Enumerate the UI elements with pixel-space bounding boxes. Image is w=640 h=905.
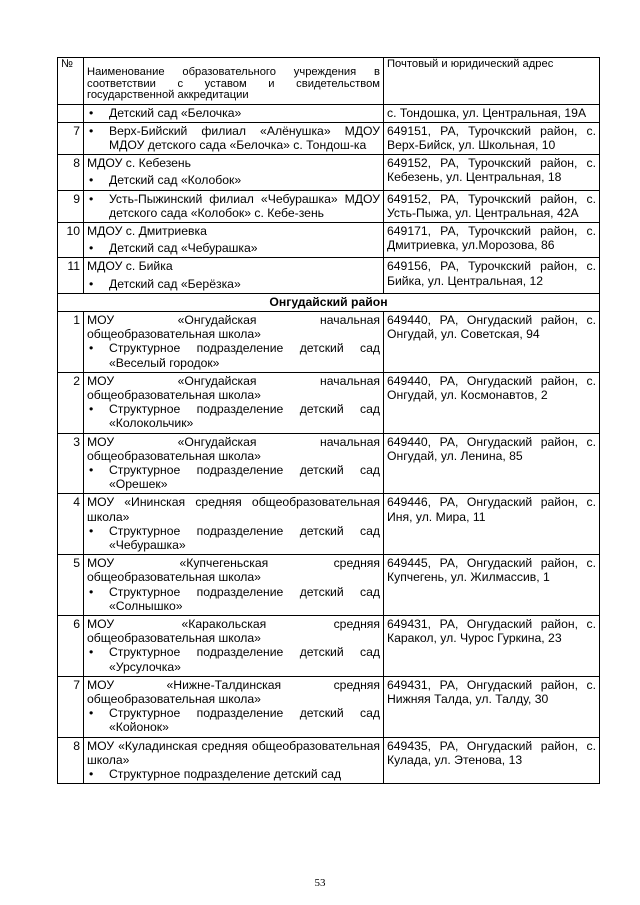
row-number: 3 (58, 433, 84, 494)
table-row (58, 737, 600, 784)
organization-name: МОУ «Каракольская средняя общеобразовательная школа» (87, 617, 380, 646)
bullet-item: • Структурное подразделение детский сад «Орешек» (87, 463, 380, 491)
organization-name: МОУ «Ининская средняя общеобразовательная школа» (87, 495, 380, 524)
table-row (58, 555, 600, 616)
row-number: 10 (58, 222, 84, 257)
institutions-table-body (58, 58, 600, 784)
table-row (58, 676, 600, 737)
row-number: 5 (58, 555, 84, 616)
row-number: 4 (58, 494, 84, 555)
organization-name: МДОУ с. Дмитриевка (87, 223, 207, 238)
section-row (58, 293, 600, 311)
institution-cell (84, 433, 384, 494)
header-address: Почтовый и юридический адрес (384, 58, 600, 105)
address-cell: 649440, РА, Онгудаский район, с. Онгудай, ул. Космонавтов, 2 (384, 372, 600, 433)
institution-cell (84, 555, 384, 616)
institution-cell (84, 258, 384, 293)
address-cell: 649171, РА, Турочкский район, с. Дмитриевка, ул.Морозова, 86 (384, 222, 600, 257)
section-title: Онгудайский район (58, 293, 600, 311)
institutions-table (57, 57, 600, 784)
institution-cell (84, 737, 384, 784)
table-row (58, 494, 600, 555)
institution-cell (84, 616, 384, 677)
row-number (58, 104, 84, 122)
organization-name: МОУ «Куладинская средняя общеобразовательная школа» (87, 738, 380, 767)
organization-name: МОУ «Онгудайская начальная общеобразовательная школа» (87, 434, 380, 463)
address-cell: с. Тондошка, ул. Центральная, 19А (384, 104, 600, 122)
institution-cell (84, 372, 384, 433)
address-cell: 649151, РА, Турочкский район, с. Верх-Бийск, ул. Школьная, 10 (384, 122, 600, 154)
address-cell: 649440, РА, Онгудаский район, с. Онгудай, ул. Советская, 94 (384, 311, 600, 372)
bullet-item: • Структурное подразделение детский сад «Веселый городок» (87, 341, 380, 369)
address-cell: 649446, РА, Онгудаский район, с. Иня, ул. Мира, 11 (384, 494, 600, 555)
row-number: 8 (58, 155, 84, 190)
bullet-item: • Детский сад «Белочка» (87, 106, 380, 120)
table-row (58, 311, 600, 372)
bullet-item: • Структурное подразделение детский сад «Колокольчик» (87, 402, 380, 430)
bullet-item: • Структурное подразделение детский сад «Урсулочка» (87, 645, 380, 673)
address-cell: 649152, РА, Турочкский район, с. Кебезень, ул. Центральная, 18 (384, 155, 600, 190)
bullet-item: • Структурное подразделение детский сад «Койонок» (87, 706, 380, 734)
bullet-item: • Верх-Бийский филиал «Алёнушка» МДОУ МДОУ детского сада «Белочка» с. Тондош-ка (87, 124, 380, 152)
row-number: 7 (58, 676, 84, 737)
institution-cell (84, 494, 384, 555)
table-row (58, 616, 600, 677)
bullet-item: • Структурное подразделение детский сад «Чебурашка» (87, 524, 380, 552)
bullet-item: • Структурное подразделение детский сад (87, 767, 380, 781)
bullet-item: • Детский сад «Колобок» (87, 173, 380, 187)
row-number: 6 (58, 616, 84, 677)
bullet-item: • Детский сад «Чебурашка» (87, 241, 380, 255)
institution-cell (84, 104, 384, 122)
table-header-row (58, 58, 600, 105)
organization-name: МДОУ с. Бийка (87, 259, 173, 274)
table-row (58, 258, 600, 293)
address-cell: 649152, РА, Турочкский район, с. Усть-Пыжа, ул. Центральная, 42А (384, 190, 600, 222)
institution-cell (84, 676, 384, 737)
table-row (58, 433, 600, 494)
table-row (58, 155, 600, 190)
row-number: 8 (58, 737, 84, 784)
table-row (58, 372, 600, 433)
organization-name: МОУ «Нижне-Талдинская средняя общеобразовательная школа» (87, 677, 380, 707)
organization-name: МОУ «Онгудайская начальная общеобразовательная школа» (87, 373, 380, 402)
address-cell: 649445, РА, Онгудаский район, с. Купчегень, ул. Жилмассив, 1 (384, 555, 600, 616)
row-number: 9 (58, 190, 84, 222)
address-cell: 649435, РА, Онгудаский район, с. Кулада, ул. Этенова, 13 (384, 737, 600, 784)
institution-cell (84, 190, 384, 222)
address-cell: 649440, РА, Онгудаский район, с. Онгудай, ул. Ленина, 85 (384, 433, 600, 494)
header-institution-name: Наименование образовательного учреждения в соответствии с уставом и свидетельством государственной аккредитации (84, 58, 384, 105)
row-number: 2 (58, 372, 84, 433)
table-row (58, 190, 600, 222)
bullet-item: • Структурное подразделение детский сад «Солнышко» (87, 585, 380, 613)
address-cell: 649156, РА, Турочкский район, с. Бийка, ул. Центральная, 12 (384, 258, 600, 293)
row-number: 1 (58, 311, 84, 372)
institution-cell (84, 122, 384, 154)
institution-cell (84, 222, 384, 257)
row-number: 7 (58, 122, 84, 154)
table-row (58, 104, 600, 122)
table-row (58, 122, 600, 154)
page-number: 53 (314, 877, 326, 889)
address-cell: 649431, РА, Онгудаский район, с. Нижняя Талда, ул. Талду, 30 (384, 676, 600, 737)
institution-cell (84, 155, 384, 190)
bullet-item: • Детский сад «Берёзка» (87, 277, 380, 291)
bullet-item: • Усть-Пыжинский филиал «Чебурашка» МДОУ детского сада «Колобок» с. Кебе-зень (87, 192, 380, 220)
header-number: № (58, 58, 84, 105)
organization-name: МОУ «Онгудайская начальная общеобразовательная школа» (87, 312, 380, 342)
table-row (58, 222, 600, 257)
address-cell: 649431, РА, Онгудаский район, с. Каракол, ул. Чурос Гуркина, 23 (384, 616, 600, 677)
institution-cell (84, 311, 384, 372)
organization-name: МДОУ с. Кебезень (87, 156, 192, 171)
organization-name: МОУ «Купчегеньская средняя общеобразовательная школа» (87, 556, 380, 585)
row-number: 11 (58, 258, 84, 293)
